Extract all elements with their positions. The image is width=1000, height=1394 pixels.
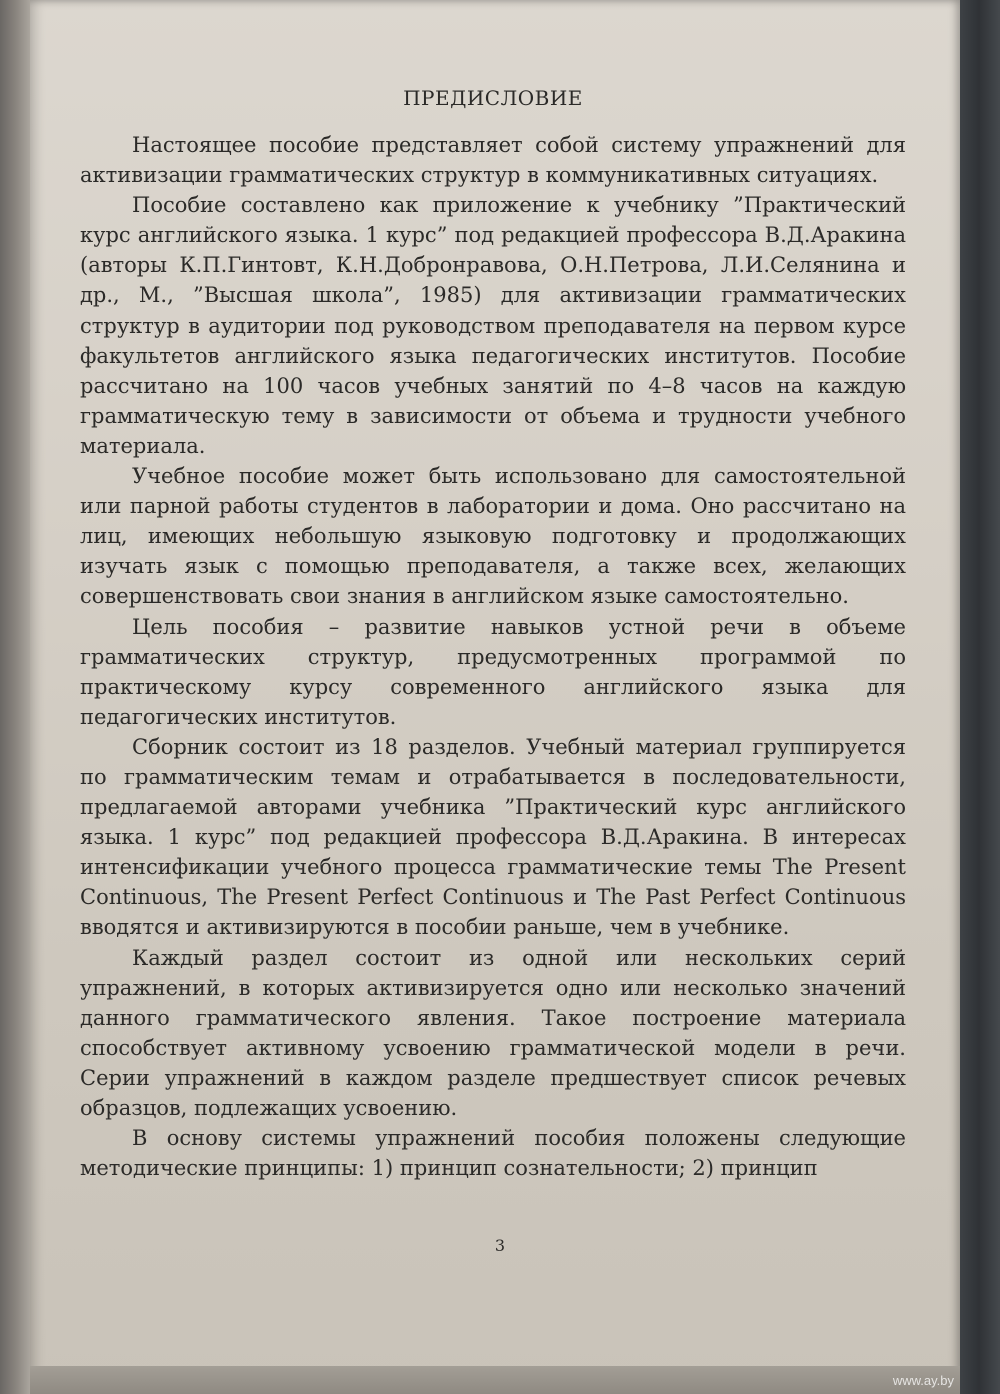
- paragraph: Сборник состоит из 18 разделов. Учебный материал группируется по грамматическим темам и отрабатывается в последовательности, предлагаемой авторами учебника ”Практический курс английского языка. 1 курс” под редакцией профессора В.Д.Аракина. В интересах интенсификации учебного процесса грамматические темы The Present Continuous, The Present Perfect Continuous и The Past Perfect Continuous вводятся и активизируются в пособии раньше, чем в учебнике.: [80, 734, 906, 940]
- page-number: 3: [494, 1236, 506, 1255]
- paragraph: Цель пособия – развитие навыков устной речи в объеме грамматических структур, предусмотренных программой по практическому курсу современного английского языка для педагогических институтов.: [80, 614, 906, 729]
- paragraph: В основу системы упражнений пособия положены следующие методические принципы: 1) принцип сознательности; 2) принцип: [80, 1126, 906, 1181]
- paragraph: Пособие составлено как приложение к учебнику ”Практический курс английского языка. 1 курс” под редакцией профессора В.Д.Аракина (авторы К.П.Гинтовт, К.Н.Добронравова, О.Н.Петрова, Л.И.Селянина и др., М., ”Высшая школа”, 1985) для активизации грамматических структур в аудитории под руководством преподавателя на первом курсе факультетов английского языка педагогических институтов. Пособие рассчитано на 100 часов учебных занятий по 4–8 часов на каждую грамматическую тему в зависимости от объема и трудности учебного материала.: [80, 193, 906, 458]
- book-cover-edge: [958, 0, 1000, 1394]
- page-stack-edge: [30, 1366, 960, 1394]
- watermark: www.ay.by: [892, 1373, 954, 1388]
- page-title: ПРЕДИСЛОВИЕ: [403, 86, 583, 110]
- paragraph: Каждый раздел состоит из одной или нескольких серий упражнений, в которых активизируется одно или несколько значений данного грамматического явления. Такое построение материала способствует активному усвоению грамматической модели в речи. Серии упражнений в каждом разделе предшествует список речевых образцов, подлежащих усвоению.: [80, 945, 906, 1120]
- paragraph: Учебное пособие может быть использовано для самостоятельной или парной работы студентов в лаборатории и дома. Оно рассчитано на лиц, имеющих небольшую языковую подготовку и продолжающих изучать язык с помощью преподавателя, а также всех, желающих совершенствовать свои знания в английском языке самостоятельно.: [80, 464, 906, 609]
- paragraph: Настоящее пособие представляет собой систему упражнений для активизации грамматических структур в коммуникативных ситуациях.: [80, 133, 906, 188]
- page-content: [80, 86, 906, 1183]
